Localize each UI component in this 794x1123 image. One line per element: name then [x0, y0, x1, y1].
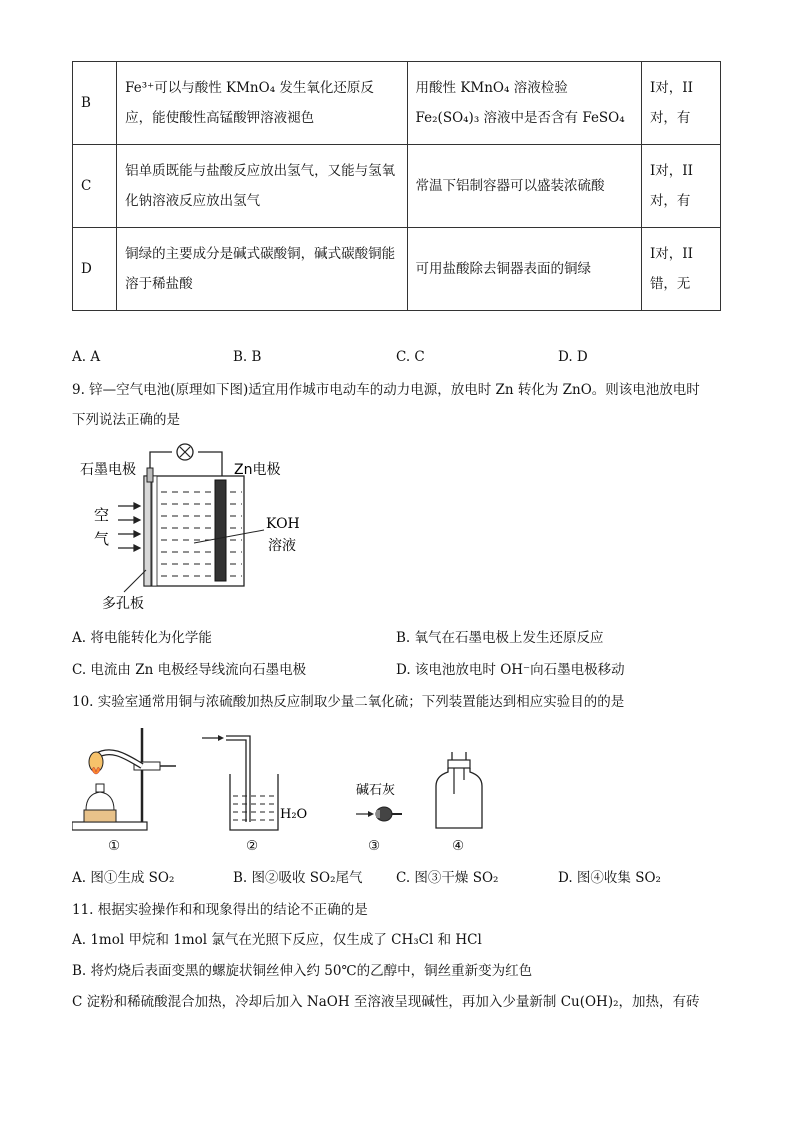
statement-2: 用酸性 KMnO₄ 溶液检验 Fe₂(SO₄)₃ 溶液中是否含有 FeSO₄	[407, 62, 641, 145]
judgment: I对，II对，有	[641, 62, 720, 145]
row-label: C	[73, 145, 117, 228]
q9-option-a: A. 将电能转化为化学能	[72, 630, 212, 646]
q8-option-a: A. A	[72, 349, 101, 365]
apparatus-3-figure	[350, 778, 410, 834]
q8-option-d: D. D	[558, 349, 588, 365]
q10-option-a: A. 图①生成 SO₂	[72, 870, 175, 886]
q10-option-c: C. 图③干燥 SO₂	[396, 870, 499, 886]
graphite-label: 石墨电极	[80, 462, 136, 478]
q10-option-d: D. 图④收集 SO₂	[558, 870, 661, 886]
table-row	[73, 62, 721, 145]
porous-plate	[144, 476, 151, 586]
q9-stem-line2: 下列说法正确的是	[72, 412, 180, 428]
figure-number-3: ③	[368, 838, 381, 854]
q9-option-c: C. 电流由 Zn 电极经导线流向石墨电极	[72, 662, 307, 678]
table-row	[73, 145, 721, 228]
statement-1: 铝单质既能与盐酸反应放出氢气，又能与氢氧化钠溶液反应放出氢气	[117, 145, 407, 228]
q11-stem: 11. 根据实验操作和和现象得出的结论不正确的是	[72, 902, 368, 918]
q9-option-d: D. 该电池放电时 OH⁻向石墨电极移动	[396, 662, 625, 678]
q9-option-b: B. 氧气在石墨电极上发生还原反应	[396, 630, 604, 646]
zn-label: Zn电极	[234, 462, 281, 478]
plate-label: 多孔板	[102, 596, 144, 612]
judgment: I对，II错，无	[641, 228, 720, 311]
answer-table	[72, 61, 721, 311]
statement-2: 可用盐酸除去铜器表面的铜绿	[407, 228, 641, 311]
figure-number-2: ②	[246, 838, 259, 854]
zinc-air-battery-figure	[72, 440, 322, 612]
zn-electrode	[215, 480, 226, 581]
air-label-2: 气	[94, 530, 110, 548]
q10-stem: 10. 实验室通常用铜与浓硫酸加热反应制取少量二氧化硫；下列装置能达到相应实验目的的是	[72, 694, 625, 710]
q11-option-c: C 淀粉和稀硫酸混合加热，冷却后加入 NaOH 至溶液呈现碱性，再加入少量新制 Cu(OH)₂，加热，有砖	[72, 994, 700, 1010]
q8-option-b: B. B	[233, 349, 262, 365]
water-label: H₂O	[280, 807, 308, 822]
solution-label: 溶液	[268, 538, 296, 554]
row-label: D	[73, 228, 117, 311]
q9-stem-line1: 9. 锌—空气电池(原理如下图)适宜用作城市电动车的动力电源，放电时 Zn 转化为 ZnO。则该电池放电时	[72, 382, 700, 398]
apparatus-2-figure	[200, 730, 320, 834]
apparatus-1-figure	[72, 722, 182, 834]
table-row	[73, 228, 721, 311]
q10-option-b: B. 图②吸收 SO₂尾气	[233, 870, 363, 886]
q8-option-c: C. C	[396, 349, 425, 365]
statement-1: 铜绿的主要成分是碱式碳酸铜，碱式碳酸铜能溶于稀盐酸	[117, 228, 407, 311]
air-label-1: 空	[94, 506, 110, 524]
apparatus-4-figure	[432, 750, 492, 832]
figure-number-1: ①	[108, 838, 121, 854]
statement-2: 常温下铝制容器可以盛装浓硫酸	[407, 145, 641, 228]
q11-option-b: B. 将灼烧后表面变黑的螺旋状铜丝伸入约 50℃的乙醇中，铜丝重新变为红色	[72, 963, 533, 979]
statement-1: Fe³⁺可以与酸性 KMnO₄ 发生氧化还原反应，能使酸性高锰酸钾溶液褪色	[117, 62, 407, 145]
row-label: B	[73, 62, 117, 145]
soda-lime-label: 碱石灰	[356, 783, 396, 798]
koh-label: KOH	[266, 516, 300, 532]
figure-number-4: ④	[452, 838, 465, 854]
judgment: I对，II对，有	[641, 145, 720, 228]
q11-option-a: A. 1mol 甲烷和 1mol 氯气在光照下反应，仅生成了 CH₃Cl 和 HCl	[72, 932, 482, 948]
